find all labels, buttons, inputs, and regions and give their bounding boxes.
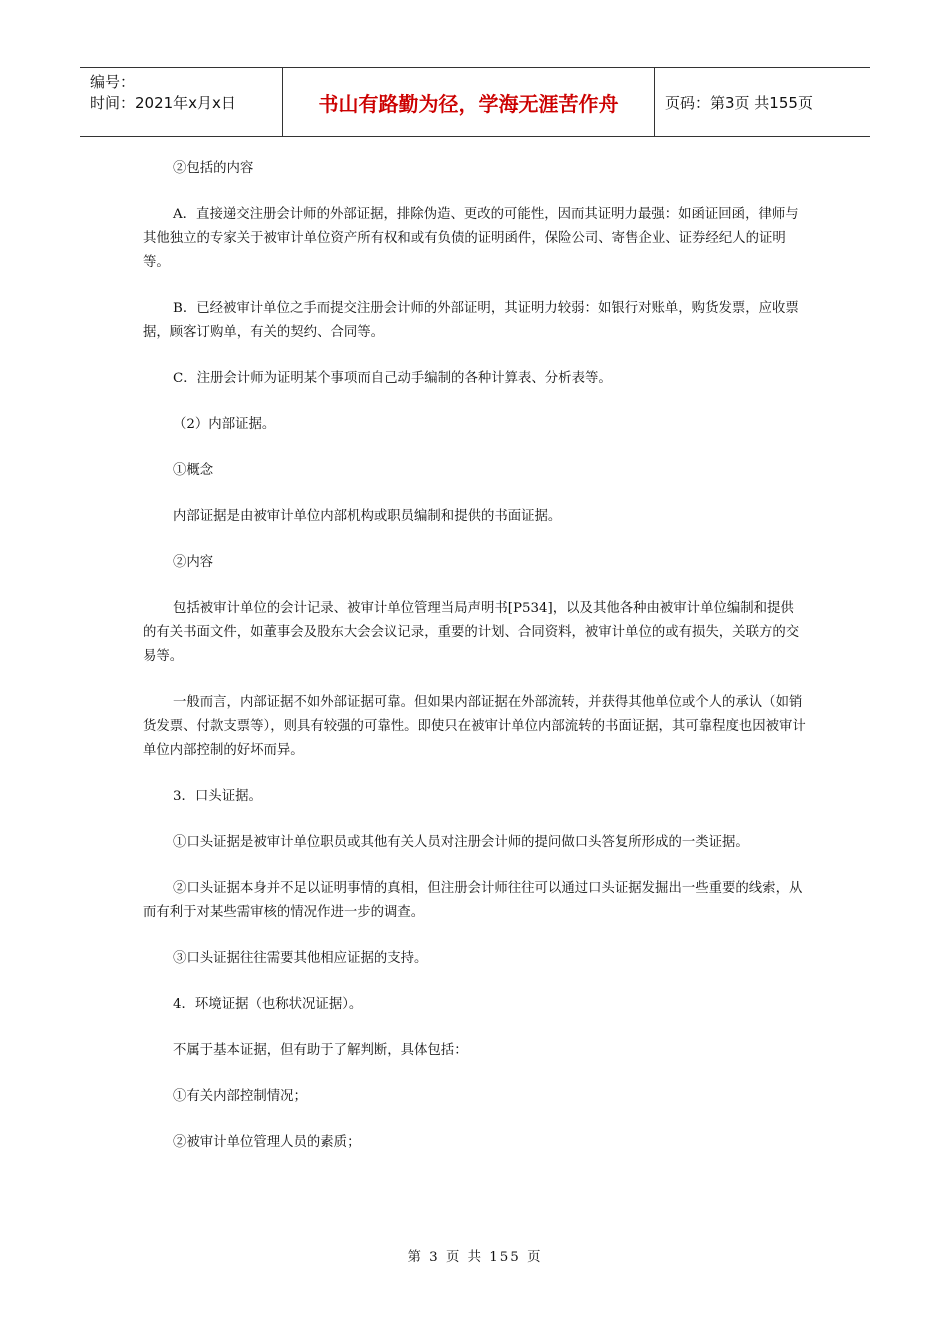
document-time-label: 时间：2021年x月x日: [90, 94, 236, 112]
header-page-info: 页码：第3页 共155页: [665, 93, 813, 112]
body-paragraph: ①有关内部控制情况；: [173, 1089, 307, 1104]
page-footer: 第 3 页 共 155 页: [407, 1250, 543, 1265]
document-number-label: 编号：: [90, 73, 136, 91]
body-paragraph: ①口头证据是被审计单位职员或其他有关人员对注册会计师的提问做口头答复所形成的一类证据。: [173, 835, 749, 850]
body-paragraph: ①概念: [173, 463, 214, 478]
body-paragraph: ②包括的内容: [173, 161, 254, 176]
body-paragraph: 不属于基本证据，但有助于了解判断，具体包括：: [173, 1043, 468, 1058]
body-paragraph: C．注册会计师为证明某个事项而自己动手编制的各种计算表、分析表等。: [173, 371, 612, 386]
body-paragraph: ②口头证据本身并不足以证明事情的真相，但注册会计师往往可以通过口头证据发掘出一些重要的线索，从而有利于对某些需审核的情况作进一步的调查。: [143, 881, 803, 920]
document-header: [80, 67, 870, 137]
body-paragraph: 包括被审计单位的会计记录、被审计单位管理当局声明书[P534]，以及其他各种由被审计单位编制和提供的有关书面文件，如董事会及股东大会会议记录，重要的计划、合同资料，被审计单位的或有损失，关联方的交易等。: [143, 601, 800, 664]
body-paragraph: 一般而言，内部证据不如外部证据可靠。但如果内部证据在外部流转，并获得其他单位或个人的承认（如销货发票、付款支票等），则具有较强的可靠性。即使只在被审计单位内部流转的书面证据，其可靠程度也因被审计单位内部控制的好坏而异。: [143, 695, 806, 758]
body-paragraph: 内部证据是由被审计单位内部机构或职员编制和提供的书面证据。: [173, 509, 562, 524]
body-paragraph: B．已经被审计单位之手而提交注册会计师的外部证明，其证明力较弱：如银行对账单，购货发票，应收票据，顾客订购单，有关的契约、合同等。: [143, 301, 799, 340]
header-meta: [80, 68, 283, 136]
body-paragraph: 3．口头证据。: [173, 789, 262, 804]
header-motto: 书山有路勤为径，学海无涯苦作舟: [283, 68, 655, 136]
body-paragraph: ②被审计单位管理人员的素质；: [173, 1135, 361, 1150]
body-paragraph: 4．环境证据（也称状况证据）。: [173, 997, 363, 1012]
body-paragraph: （2）内部证据。: [173, 417, 276, 432]
body-paragraph: ③口头证据往往需要其他相应证据的支持。: [173, 951, 428, 966]
document-body: [143, 150, 807, 1155]
body-paragraph: A．直接递交注册会计师的外部证据，排除伪造、更改的可能性，因而其证明力最强：如函证回函，律师与其他独立的专家关于被审计单位资产所有权和或有负债的证明函件，保险公司、寄售企业、证券经纪人的证明等。: [143, 207, 799, 270]
body-paragraph: ②内容: [173, 555, 214, 570]
